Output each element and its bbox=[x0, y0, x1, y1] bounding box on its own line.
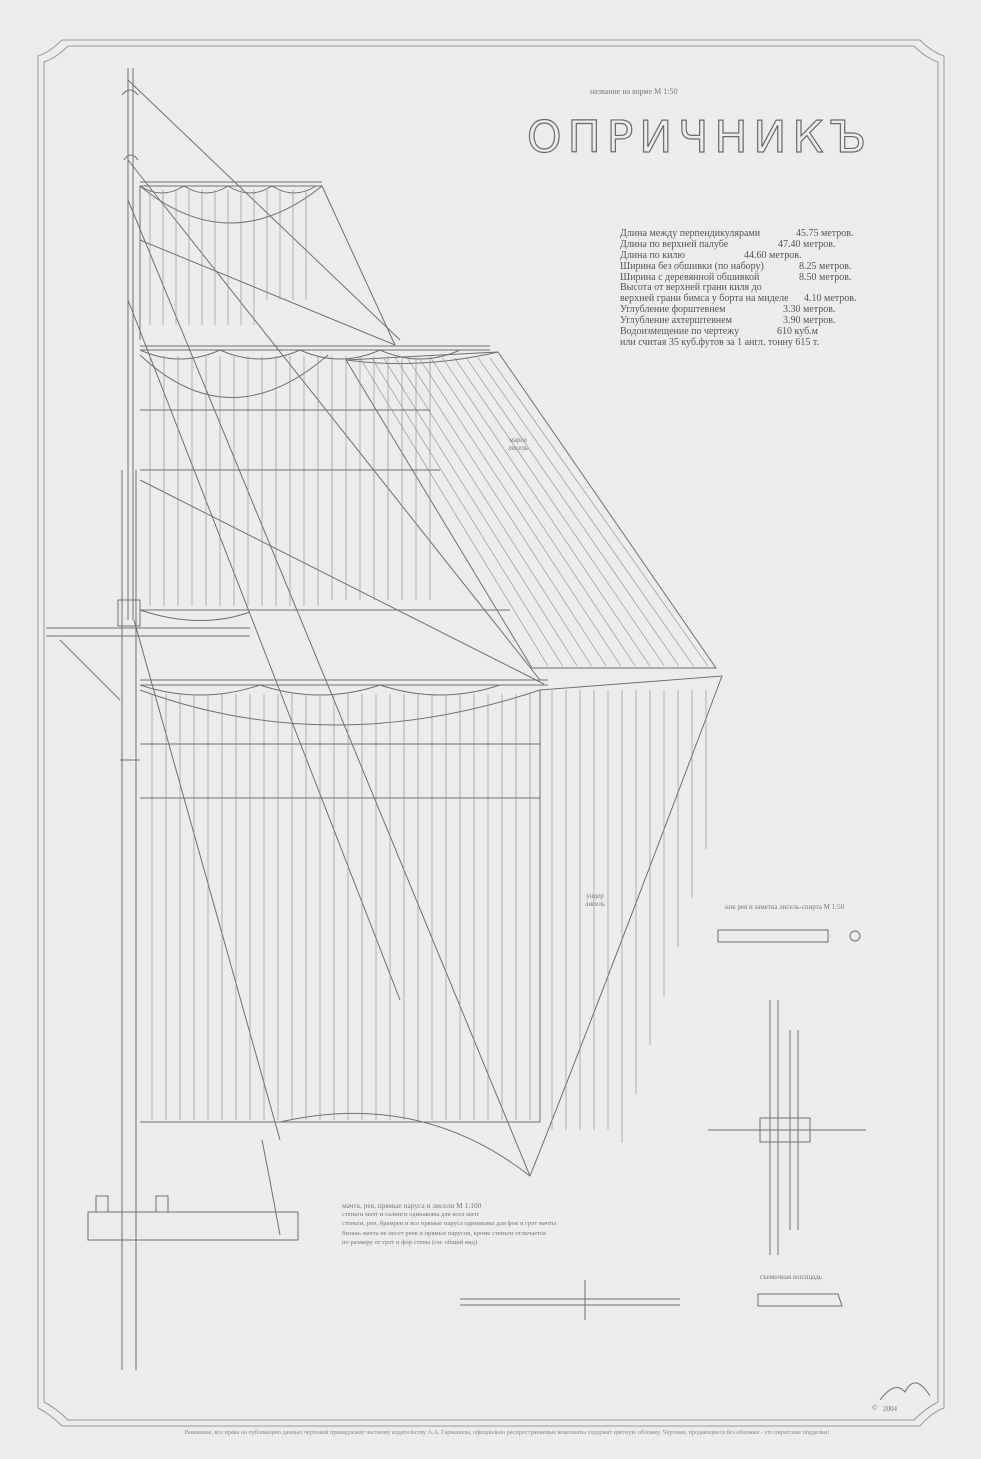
hull-section bbox=[88, 1212, 298, 1240]
spec-row: Углубление ахтерштевнем 3.90 метров. bbox=[620, 315, 836, 327]
sail-seam bbox=[443, 358, 650, 666]
iron-detail bbox=[758, 1294, 842, 1306]
sail-seam bbox=[407, 358, 606, 666]
copyright-symbol: © bbox=[872, 1404, 878, 1412]
upper-studding-sail-label: марсе лисель bbox=[507, 436, 529, 452]
sail-seam bbox=[466, 358, 679, 666]
spec-row: верхней грани бимса у борта на миделе 4.10 метров. bbox=[620, 293, 857, 305]
iron-detail-caption: съемочная коплщадь bbox=[760, 1273, 822, 1281]
note-line: мачта, рея, прямые паруса и лисели М 1:100 bbox=[342, 1201, 482, 1210]
specifications-block bbox=[620, 229, 920, 349]
yard-detail-caption: нок рея и заметка лисель-спирта М 1:50 bbox=[725, 903, 845, 911]
note-line: бизань мачта не несет реев и прямых парусов, кроме стеньги отличается bbox=[342, 1229, 546, 1237]
scale-top-caption: название на корме М 1:50 bbox=[590, 87, 678, 96]
signature-mark bbox=[880, 1383, 930, 1400]
spec-row: Углубление форштевнем 3.30 метров. bbox=[620, 304, 836, 316]
sail-seam bbox=[455, 358, 665, 666]
sail-seam bbox=[490, 358, 708, 666]
year-label: 2004 bbox=[883, 1405, 897, 1413]
sail-seam bbox=[384, 358, 577, 666]
sail-seam bbox=[431, 358, 635, 666]
upper-studding-sail bbox=[346, 352, 716, 668]
footer-notice: Внимание, все права на публикацию данных чертежей принадлежат частному издательству А.А. Гармашева, официально распространяемые комплекты содержат цветную обложку. Чертежи, продающиеся без обложки - это пиратские подделки! bbox=[184, 1429, 830, 1436]
spec-row: Водоизмещение по чертежу 610 куб.м bbox=[620, 326, 819, 338]
note-line: стеньги мачт и салинги одинаковы для всех мачт bbox=[342, 1211, 480, 1219]
lower-studding-sail bbox=[280, 676, 722, 1176]
spec-row: Ширина без обшивки (по набору) 8.25 метров. bbox=[620, 260, 852, 272]
note-line: стеньги, реи, брамреи и все прямые паруса одинаковы для фок и грот мачты bbox=[342, 1220, 557, 1228]
ship-name-title: ОПРИЧНИКЪ bbox=[527, 112, 873, 163]
spec-row: Ширина с деревянной обшивкой 8.50 метров. bbox=[620, 271, 852, 283]
note-line: по размеру от грот и фор стены (см. общий вид) bbox=[342, 1238, 478, 1246]
spec-row: Высота от верхней грани киля до bbox=[620, 282, 762, 294]
sail-seam bbox=[478, 358, 693, 666]
spec-row: Длина по верхней палубе 47.40 метров. bbox=[620, 238, 836, 250]
spec-row: Длина между перпендикулярами 45.75 метров. bbox=[620, 228, 854, 239]
sail-seam bbox=[395, 358, 591, 666]
mast-cap bbox=[118, 600, 140, 626]
spec-row: или считая 35 куб.футов за 1 англ. тонну 615 т. bbox=[620, 336, 820, 348]
lower-studding-sail-label: ундер лисель bbox=[584, 892, 606, 908]
drawing-notes bbox=[342, 1201, 556, 1247]
spec-row: Длина по килю 44.60 метров. bbox=[620, 249, 802, 261]
